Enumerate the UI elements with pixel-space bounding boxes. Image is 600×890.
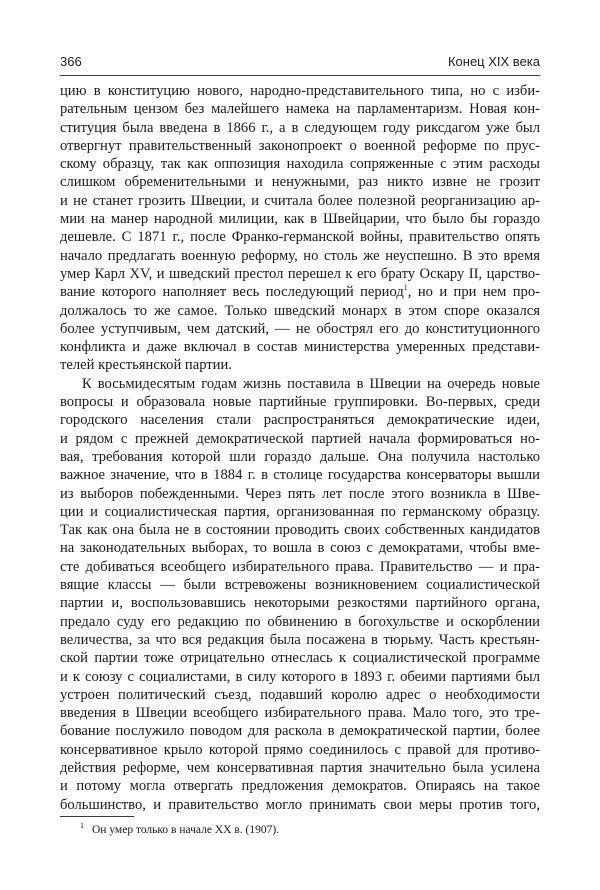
text-line: важное значение, что в 1884 г. в столице государства консерваторы вышли <box>60 467 540 484</box>
footnote-rule <box>60 816 134 817</box>
text-line: начало предлагать военную реформу, но столь же неуспешно. В это время <box>60 247 540 264</box>
text-line: более уступчивым, чем датский, — не обострял его до конституционного <box>60 320 540 337</box>
text-line: Так как она была не в состоянии проводить своих собственных кандидатов <box>60 522 540 539</box>
paragraph <box>60 82 540 375</box>
footnote-text: Он умер только в начале XX в. (1907). <box>92 824 280 836</box>
text-line: устроен политический съезд, подавший королю адрес о необходимости <box>60 686 540 703</box>
text-line: телей крестьянской партии. <box>60 357 232 374</box>
text-line: сте добиваться всеобщего избирательного права. Правительство — и пра- <box>60 558 540 575</box>
header-rule <box>60 75 540 76</box>
text-line: ции и социалистическая партия, организованная по германскому образцу. <box>60 503 540 520</box>
text-line: ституция была введена в 1866 г., а в следующем году риксдагом уже был <box>60 119 540 136</box>
text-line: вящие классы — были встревожены возникновением социалистической <box>60 577 540 594</box>
text-line-tail: , но и при нем про- <box>407 284 540 301</box>
text-line: рательным цензом без малейшего намека на парламентаризм. Новая кон- <box>60 101 540 118</box>
text-line: на законодательных выборах, то вошла в союз с демократами, чтобы вме- <box>60 540 540 557</box>
text-line: введения в Швеции всеобщего избирательного права. Мало того, это тре- <box>60 705 540 722</box>
text-line: партии и, воспользовавшись некоторыми резкостями партийного органа, <box>60 595 540 612</box>
text-line: скому образцу, так как оппозиция находила сопряженные с этим расходы <box>60 156 540 173</box>
footnote <box>80 821 280 836</box>
running-title: Конец XIX века <box>447 54 540 69</box>
text-line: действия реформе, чем консервативная партия значительно была усилена <box>60 759 540 776</box>
text-line: величества, за что вся редакция была посажена в тюрьму. Часть крестьян- <box>60 631 540 648</box>
text-line: бование послужило поводом для раскола в демократической партии, более <box>60 723 540 740</box>
text-line: мии на манер народной милиции, как в Швейцарии, что было бы гораздо <box>60 211 540 228</box>
text-line: и к союзу с социалистами, в силу которого в 1893 г. обеими партиями был <box>60 668 540 685</box>
text-line: вая, требования которой шли гораздо дальше. Она получила настолько <box>60 448 540 465</box>
text-line-with-footnote <box>60 283 540 301</box>
text-line: дешевле. С 1871 г., после Франко-германской войны, правительство опять <box>60 229 540 246</box>
text-line: цию в конституцию нового, народно-представительного типа, но с изби- <box>60 83 540 99</box>
text-line: консервативное крыло которой прямо соединилось с правой для противо- <box>60 741 540 758</box>
text-line: и не станет грозить Швеции, и считала более полезной реорганизацию ар- <box>60 192 540 209</box>
text-line: и потому могла отвергать предложения демократов. Опираясь на такое <box>60 778 540 795</box>
footnote-reference[interactable]: 1 <box>403 283 408 293</box>
text-line: из выборов побежденными. Через пять лет после этого возникла в Шве- <box>60 485 540 502</box>
text-line: К восьмидесятым годам жизнь поставила в Швеции на очередь новые <box>82 375 540 392</box>
page-number: 366 <box>60 54 82 69</box>
text-line: городского населения стали распространяться демократические идеи, <box>60 412 540 429</box>
body-text <box>60 82 540 814</box>
text-line: должалось то же самое. Только шведский монарх в этом споре оказался <box>60 302 540 319</box>
footnote-mark: 1 <box>80 821 84 831</box>
text-line-head: вание которого наполняет весь последующий период <box>60 284 404 301</box>
text-line: вопросы и образовала новые партийные группировки. Во-первых, среди <box>60 394 540 411</box>
page-header <box>60 54 540 74</box>
text-line: большинство, и правительство могло принимать свои меры против того, <box>60 796 540 813</box>
paragraph <box>60 375 540 814</box>
text-line: и рядом с прежней демократической партией начала формироваться но- <box>60 430 540 447</box>
text-line: слишком обременительными и ненужными, раз никто извне не грозит <box>60 174 540 191</box>
text-line: умер Карл XV, и шведский престол перешел к его брату Оскару II, царство- <box>60 265 540 282</box>
text-line: предало суду его редакцию по обвинению в богохульстве и оскорблении <box>60 613 540 630</box>
text-line: отвергнут правительственный законопроект о военной реформе по прус- <box>60 137 540 154</box>
text-line: ской партии тоже отрицательно отнеслась к социалистической программе <box>60 650 540 667</box>
text-line: конфликта и даже включал в состав министерства умеренных представи- <box>60 339 540 356</box>
